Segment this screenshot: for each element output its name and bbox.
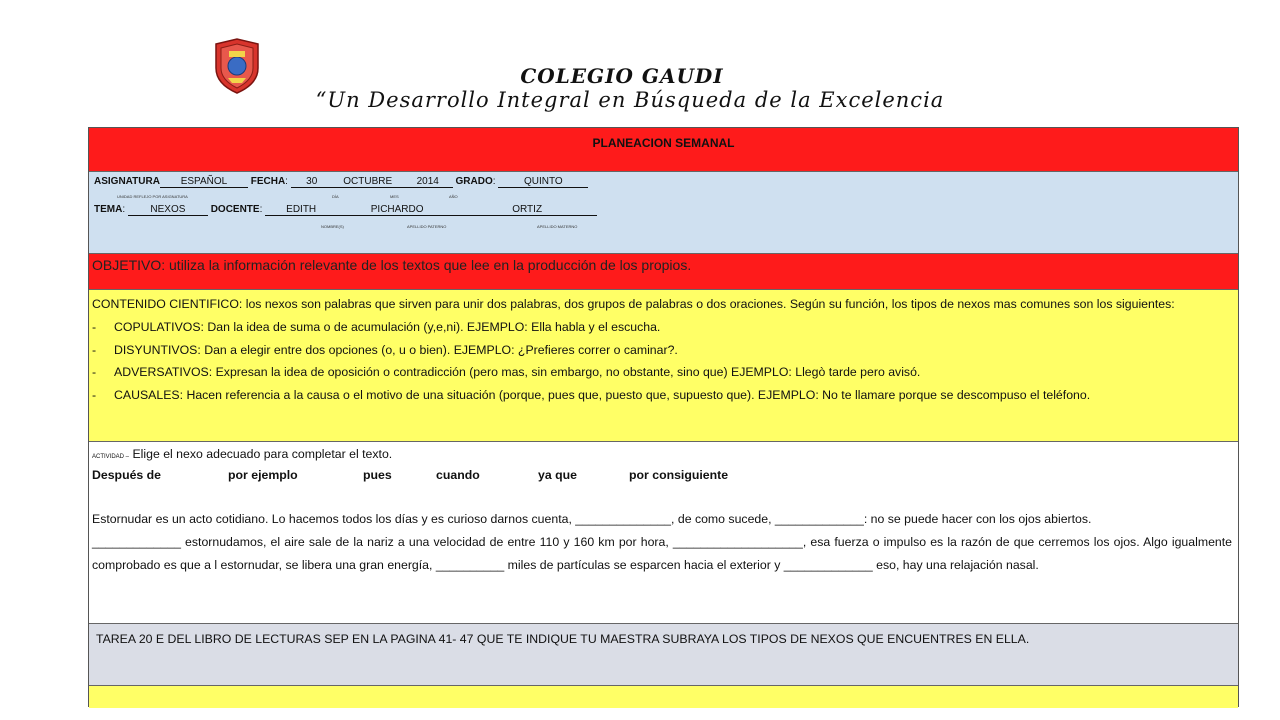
word-bank-item: cuando [436, 468, 480, 482]
homework-row [89, 624, 1238, 686]
hint-year: AÑO [449, 194, 458, 199]
teacher-label: DOCENTE [210, 204, 260, 215]
plan-title-row [89, 128, 1238, 172]
grade-value: QUINTO [498, 176, 588, 188]
school-motto: “Un Desarrollo Integral en Búsqueda de la Excelencia [315, 88, 945, 112]
grade-label: GRADO [455, 176, 493, 187]
hint-day: DÍA [332, 194, 339, 199]
list-item: - DISYUNTIVOS: Dan a elegir entre dos opciones (o, u o bien). EJEMPLO: ¿Prefieres correr o caminar?. [92, 342, 678, 357]
activity-paragraph-2: _____________ estornudamos, el aire sale de la nariz a una velocidad de entre 110 y 160 km por hora, ___________________, esa fuerza o impulso es la razón de que cerremos los ojos. Algo igualmente comprobado es que a l estornudar, se libera una gran energía, __________ miles de partículas se esparcen hacia el exterior y _____________ eso, hay una relajación nasal. [92, 535, 1232, 572]
list-item: - COPULATIVOS: Dan la idea de suma o de acumulación (y,e,ni). EJEMPLO: Ella habla y el escucha. [92, 319, 661, 334]
hint-month: MES [390, 194, 399, 199]
word-bank-item: por consiguiente [629, 468, 729, 482]
word-bank-item: pues [363, 468, 392, 482]
activity-heading [92, 445, 1232, 466]
subject-label: ASIGNATURA [94, 176, 160, 187]
teacher-name: EDITH [265, 204, 337, 216]
hint-subject: UNIDAD REFLEJO POR ASIGNATURA [117, 194, 188, 199]
weekly-plan-table [88, 127, 1239, 707]
date-month: OCTUBRE [333, 176, 403, 188]
hint-paternal: APELLIDO PATERNO [407, 224, 447, 229]
subject-value: ESPAÑOL [160, 176, 248, 188]
homework-text: TAREA 20 E DEL LIBRO DE LECTURAS SEP EN LA PAGINA 41- 47 QUE TE INDIQUE TU MAESTRA SUBRAYA LOS TIPOS DE NEXOS QUE ENCUENTRES EN ELLA. [96, 632, 1030, 646]
nexus-type-list [92, 316, 1232, 407]
date-label: FECHA [250, 176, 286, 187]
activity-row [89, 442, 1238, 624]
date-day: 30 [291, 176, 333, 188]
activity-text [92, 508, 1232, 577]
list-item: - ADVERSATIVOS: Expresan la idea de oposición o contradicción (pero mas, sin embargo, no obstante, sino que) EJEMPLO: Llegò tarde pero avisó. [92, 365, 921, 380]
plan-info-row [89, 172, 1238, 254]
word-bank-item: por ejemplo [228, 468, 298, 482]
plan-title: PLANEACION SEMANAL [592, 136, 735, 150]
school-name: COLEGIO GAUDI [520, 64, 724, 88]
list-item: - CAUSALES: Hacen referencia a la causa o el motivo de una situación (porque, pues que, puesto que, supuesto que). EJEMPLO: No te llamare porque se descompuso el teléfono. [92, 388, 1091, 403]
objective-row [89, 254, 1238, 290]
content-row [89, 290, 1238, 442]
word-bank-item: Después de [92, 468, 162, 482]
objective-text: OBJETIVO: utiliza la información relevante de los textos que lee en la producción de los propios. [92, 257, 692, 273]
hint-maternal: APELLIDO MATERNO [537, 224, 578, 229]
subject-date-grade-line: ASIGNATURA ESPAÑOL FECHA: 30 OCTUBRE 2014 GRADO: QUINTO [94, 176, 588, 188]
word-bank-item: ya que [538, 468, 577, 482]
teacher-maternal: ORTIZ [457, 204, 597, 216]
activity-label: ACTIVIDAD – [92, 454, 130, 460]
topic-teacher-line: TEMA: NEXOS DOCENTE: EDITH PICHARDO ORTIZ [94, 204, 597, 216]
topic-value: NEXOS [128, 204, 208, 216]
content-intro: CONTENIDO CIENTIFICO: los nexos son palabras que sirven para unir dos palabras, dos grupos de palabras o dos oraciones. Según su función, los tipos de nexos mas comunes son los siguientes: [92, 297, 1175, 311]
word-bank [92, 466, 1232, 488]
empty-row [89, 686, 1238, 708]
activity-instruction: Elige el nexo adecuado para completar el texto. [132, 447, 393, 461]
hint-name: NOMBRE(S) [321, 224, 344, 229]
teacher-paternal: PICHARDO [337, 204, 457, 216]
date-year: 2014 [403, 176, 453, 188]
topic-label: TEMA [94, 204, 123, 215]
activity-paragraph-1: Estornudar es un acto cotidiano. Lo hacemos todos los días y es curioso darnos cuenta, ______________, de como sucede, _____________: no se puede hacer con los ojos abiertos. [92, 512, 1092, 526]
